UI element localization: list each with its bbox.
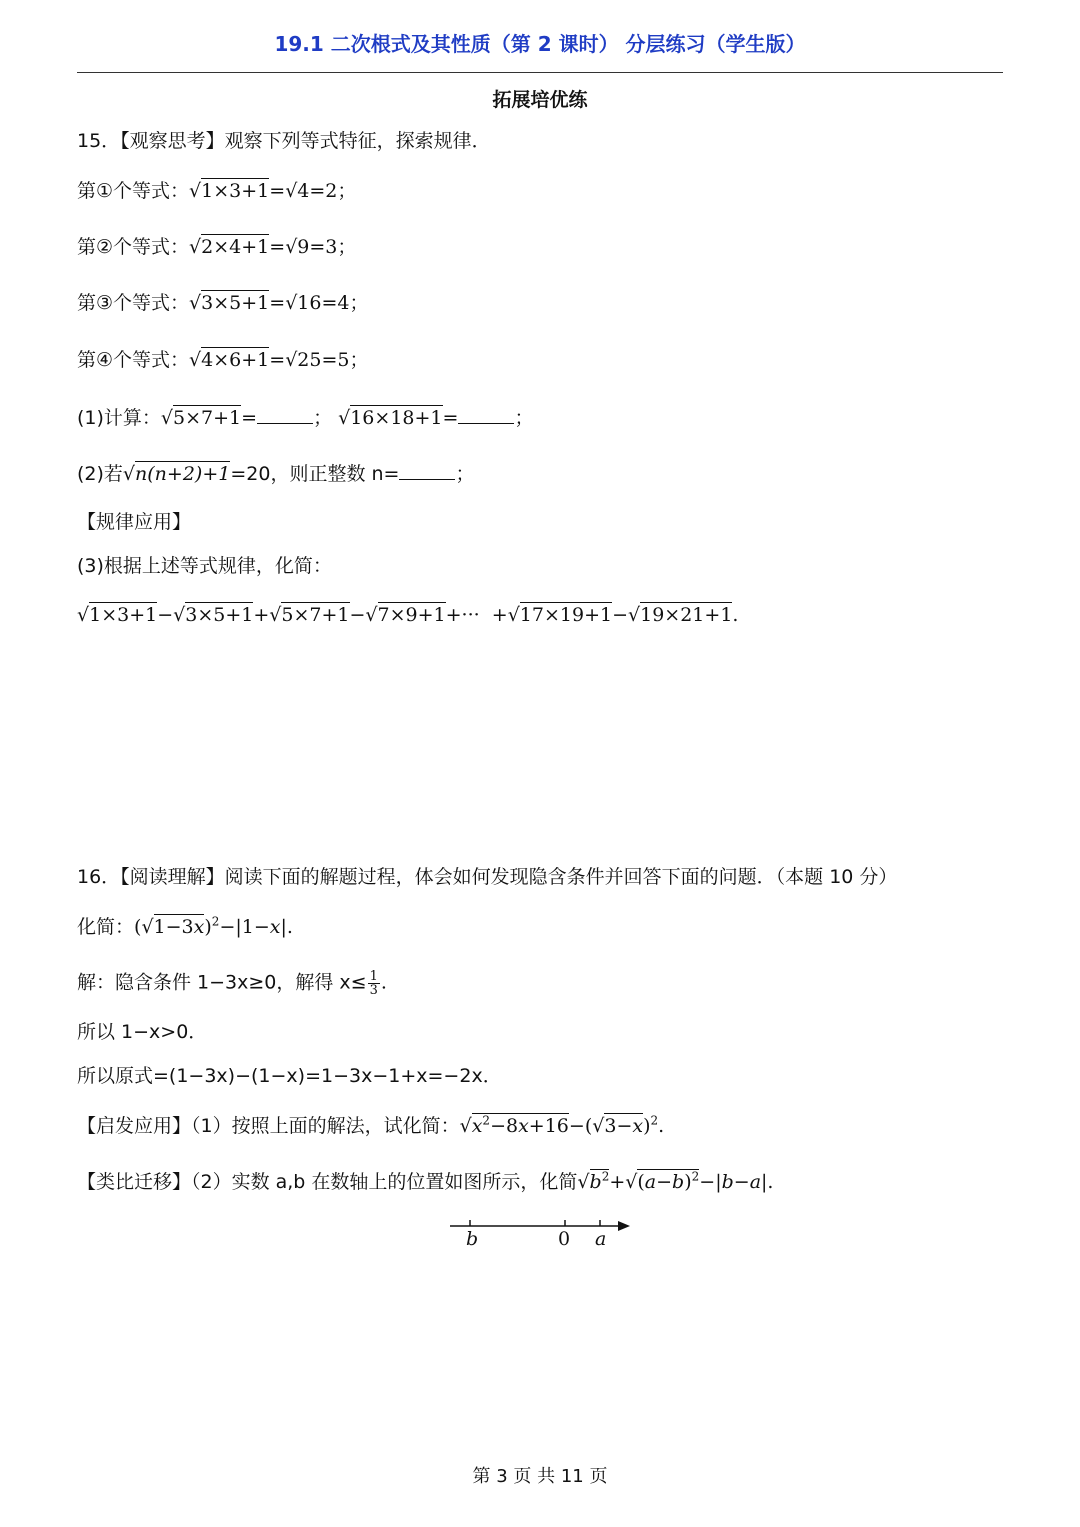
radicand: n(n+2)+1 [135, 463, 231, 485]
q16-part2: 【类比迁移】（2）实数 a,b 在数轴上的位置如图所示，化简$√b^2+√(a-b)^2-|b-a|$. [77, 1169, 774, 1193]
label-b: b [466, 1228, 479, 1250]
answer-blank[interactable] [458, 407, 514, 424]
q16-stem: 16．【阅读理解】阅读下面的解题过程，体会如何发现隐含条件并回答下面的问题．（本题 10 分） [77, 866, 898, 888]
q16-so-line-2: 所以原式=(1−3x)−(1−x)=1−3x−1+x=−2x． [77, 1065, 502, 1087]
page-footer: 第 3 页 共 11 页 [472, 1466, 608, 1487]
term: 1×3+1 [89, 604, 158, 626]
label-a: a [595, 1228, 607, 1250]
document-header-title: 19.1 二次根式及其性质（第 2 课时） 分层练习（学生版） [274, 32, 806, 56]
term: 3×5+1 [185, 604, 254, 626]
q15-stem: 15．【观察思考】观察下列等式特征，探索规律． [77, 130, 491, 152]
q16-so-line-1: 所以 1−x>0． [77, 1021, 208, 1043]
q15-part3-expression: √1×3+1−√3×5+1+√5×7+1−√7×9+1+··· +√17×19+1−√19×21+1. [77, 604, 739, 626]
term: 7×9+1 [377, 604, 446, 626]
radicand: 4×6+1 [201, 349, 270, 371]
answer-blank[interactable] [257, 407, 313, 424]
radicand: 2×4+1 [201, 236, 270, 258]
root-value: 16 [297, 292, 322, 314]
q16-solution-line: 解：隐含条件 1−3x≥0，解得 x≤ $\frac{1}{3}$ . [77, 969, 387, 998]
part1-label: 【启发应用】（1）按照上面的解法，试化简： [77, 1115, 460, 1137]
q15-part2: (2)若√n(n+2)+1=20，则正整数 n= ； [77, 463, 475, 485]
q15-equation-2: 第②个等式：√2×4+1=√9=3； [77, 236, 357, 258]
q15-equation-3: 第③个等式：√3×5+1=√16=4； [77, 292, 369, 314]
q15-tag-apply: 【规律应用】 [77, 511, 192, 533]
eq-result: =2； [309, 180, 357, 202]
eq-prefix: 第①个等式： [77, 180, 190, 202]
term: 5×7+1 [281, 604, 350, 626]
root-value: 25 [297, 349, 322, 371]
fraction-one-third: $\frac{1}{3}$ [369, 969, 378, 998]
q15-equation-4: 第④个等式：√4×6+1=√25=5； [77, 349, 369, 371]
part1-label: (1)计算： [77, 407, 161, 429]
radicand: 1×3+1 [201, 180, 270, 202]
number-line-svg [450, 1216, 640, 1256]
number-line-figure [450, 1216, 640, 1256]
eq-result: =4； [321, 292, 369, 314]
eq-prefix: 第④个等式： [77, 349, 190, 371]
term: 19×21+1 [640, 604, 733, 626]
q15-part3-label: (3)根据上述等式规律，化简： [77, 555, 332, 577]
radicand: 5×7+1 [173, 407, 242, 429]
eq-prefix: 第③个等式： [77, 292, 190, 314]
root-value: 9 [297, 236, 310, 258]
term: 17×19+1 [519, 604, 613, 626]
radicand: 3×5+1 [201, 292, 270, 314]
eq-prefix: 第②个等式： [77, 236, 190, 258]
q16-part1: 【启发应用】（1）按照上面的解法，试化简：$√x^2-8x+16-(√3-x)^2$. [77, 1113, 665, 1137]
root-value: 4 [297, 180, 310, 202]
simplify-label: 化简： [77, 916, 135, 938]
solution-label: 解：隐含条件 1−3x≥0，解得 x≤ [77, 971, 367, 994]
part2-label: (2)若 [77, 463, 123, 485]
q15-part1: (1)计算：√5×7+1= ； √16×18+1= ； [77, 407, 534, 429]
answer-blank[interactable] [399, 463, 455, 480]
q16-simplify: 化简：$(√1-3x)^2-|1-x|$. [77, 914, 293, 938]
radicand: 16×18+1 [350, 407, 443, 429]
q15-equation-1: 第①个等式：√1×3+1=√4=2； [77, 180, 357, 202]
part2-tail: =20，则正整数 n= [230, 463, 400, 485]
header-divider [77, 72, 1003, 73]
eq-result: =5； [321, 349, 369, 371]
eq-result: =3； [309, 236, 357, 258]
section-title: 拓展培优练 [492, 89, 588, 111]
label-zero: 0 [558, 1228, 571, 1250]
part2-label: 【类比迁移】（2）实数 a,b 在数轴上的位置如图所示，化简 [77, 1171, 578, 1193]
